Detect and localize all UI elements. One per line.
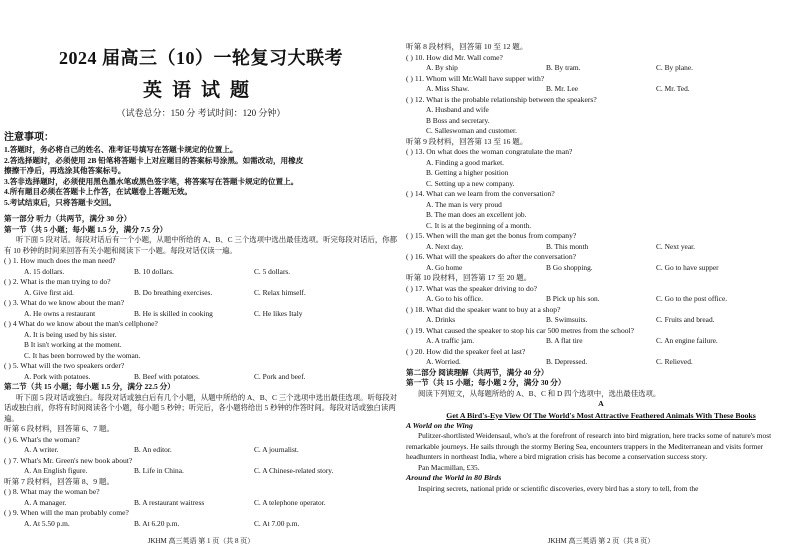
book-title: Around the World in 80 Birds <box>406 473 502 482</box>
exam-title: 2024 届高三（10）一轮复习大联考 <box>59 48 343 68</box>
option-a: A. Pork with potatoes. <box>24 371 91 381</box>
option-c: C. Relax himself. <box>254 287 306 297</box>
question-2-options <box>0 288 402 299</box>
option-a: A. A manager. <box>24 497 67 507</box>
option-a: A. Go home <box>426 262 463 272</box>
question-6-options <box>0 445 402 456</box>
option-b: B. By tram. <box>546 63 581 72</box>
question-15-options <box>402 242 800 253</box>
question-14: ( ) 14. What can we learn from the conversation? <box>406 189 555 198</box>
question-3-options <box>0 309 402 320</box>
material-8-instruction: 听第 8 段材料，回答第 10 至 12 题。 <box>406 42 528 51</box>
question-10-options <box>402 63 800 74</box>
notes-heading: 注意事项： <box>4 132 54 143</box>
option-b: B. A flat tire <box>546 336 583 345</box>
question-11: ( ) 11. Whom will Mr.Wall have supper with? <box>406 73 545 83</box>
material-6-instruction: 听第 6 段材料，回答第 6、7 题。 <box>4 424 115 433</box>
option-b: B. A restaurant waitress <box>134 497 205 507</box>
part1-heading: 第一部分 听力（共两节，满分 30 分） <box>4 214 132 223</box>
option-c: C. 5 dollars. <box>254 266 291 276</box>
option-c: C. Go to the post office. <box>656 294 728 303</box>
option-b: B. Do breathing exercises. <box>134 287 213 297</box>
option-c: C. By plane. <box>656 63 693 72</box>
option-c: C. A journalist. <box>254 445 299 454</box>
option-c: C. He likes Italy <box>254 308 303 318</box>
option-c: C. Go to have supper <box>656 262 719 272</box>
book-description: Pulitzer-shortlisted Weidensaul, who's at the forefront of research into bird migration, here tracks some of nature's most remarkable journeys. He sails through the stormy Bering Sea, encounters trappers in the Mediterranean and visits former headhunters in northeast India, where a bird migration crisis has become a conservation success story. <box>406 431 772 461</box>
option-c: C. Next year. <box>656 241 695 251</box>
question-15: ( ) 15. When will the man get the bonus from company? <box>406 231 577 240</box>
option-a: A. Husband and wife <box>426 105 489 114</box>
option-a: A. Give first aid. <box>24 287 74 297</box>
question-16-options <box>402 263 800 274</box>
option-b: B It isn't working at the moment. <box>24 340 122 349</box>
question-18: ( ) 18. What did the speaker want to buy at a shop? <box>406 304 561 314</box>
option-b: B. An editor. <box>134 445 172 454</box>
option-c: C. A telephone operator. <box>254 497 326 507</box>
option-a: A. At 5.50 p.m. <box>24 518 70 528</box>
material-9-instruction: 听第 9 段材料，回答第 13 至 16 题。 <box>406 136 528 146</box>
part2-heading: 第二部分 阅读理解（共两节，满分 40 分） <box>406 367 549 377</box>
section1-instructions: 听下面 5 段对话。每段对话后有一个小题，从题中所给的 A、B、C 三个选项中选出最佳选项。听完每段对话后，你都有 10 秒钟的时间来回答有关小题和阅读下一小题。每段对话仅读一遍。 <box>4 235 398 255</box>
option-a: A. The man is very proud <box>426 199 502 209</box>
option-b: B. This month <box>546 241 589 251</box>
option-a: A. He owns a restaurant <box>24 308 96 318</box>
option-b: B. The man does an excellent job. <box>426 210 527 219</box>
option-c: C. Relieved. <box>656 357 693 366</box>
option-a: A. An English figure. <box>24 466 88 475</box>
section1-heading: 第一节（共 5 小题；每小题 1.5 分，满分 7.5 分） <box>4 224 168 234</box>
question-18-options <box>402 315 800 326</box>
option-c: C. It is at the beginning of a month. <box>426 220 532 230</box>
material-10-instruction: 听第 10 段材料，回答第 17 至 20 题。 <box>406 273 532 282</box>
option-a: A. A writer. <box>24 445 59 454</box>
option-a: A. Worried. <box>426 357 461 366</box>
book-description: Inspiring secrets, national pride or scientific discoveries, every bird has a story to tell, from the <box>418 483 699 493</box>
option-a: A. By ship <box>426 63 458 72</box>
page-footer-left: JKHM 高三英语 第 1 页（共 8 页） <box>147 537 255 545</box>
question-10: ( ) 10. How did Mr. Wall come? <box>406 52 503 62</box>
exam-subtitle: 英语试题 <box>142 80 259 101</box>
book-publisher: Pan Macmillan, £35. <box>418 462 480 472</box>
material-7-instruction: 听第 7 段材料，回答第 8、9 题。 <box>4 476 115 486</box>
note-item: 5.考试结束后，只将答题卡交回。 <box>4 197 117 207</box>
question-17-options <box>402 294 800 305</box>
option-a: A. Drinks <box>426 315 456 324</box>
option-b: B. He is skilled in cooking <box>134 308 213 318</box>
article-title-text: Get A Bird's-Eye View Of The World's Most Attractive Feathered Animals With These Books <box>446 410 756 420</box>
section2-heading: 第二节（共 15 小题；每小题 1.5 分，满分 22.5 分） <box>4 382 175 391</box>
question-16: ( ) 16. What will the speakers do after the conversation? <box>406 252 577 261</box>
question-5-options <box>0 372 402 383</box>
passage-label: A <box>598 399 604 408</box>
question-17: ( ) 17. What was the speaker driving to do? <box>406 283 538 293</box>
question-11-options <box>402 84 800 95</box>
reading-instructions: 阅读下列短文，从每题所给的 A、B、C 和 D 四个选项中，选出最佳选项。 <box>418 388 661 398</box>
right-page <box>402 0 800 552</box>
option-a: A. Next day. <box>426 241 464 251</box>
question-20: ( ) 20. How did the speaker feel at last? <box>406 346 526 356</box>
option-b: B Pick up his son. <box>546 294 600 303</box>
option-b: B Go shopping. <box>546 262 593 272</box>
note-item: 3.答非选择题时，必须使用黑色墨水笔或黑色签字笔，将答案写在答题卡规定的位置上。 <box>4 176 299 186</box>
option-a: A. Miss Shaw. <box>426 84 470 93</box>
question-4: ( ) 4 What do we know about the man's cellphone? <box>4 319 158 328</box>
article-title <box>402 410 800 421</box>
option-c: C. A Chinese-related story. <box>254 466 334 475</box>
option-b: B. Life in China. <box>134 466 184 475</box>
option-b: B. Depressed. <box>546 357 588 366</box>
reading-section1-heading: 第一节（共 15 小题；每小题 2 分，满分 30 分） <box>406 378 566 387</box>
question-9: ( ) 9. When will the man probably come? <box>4 508 129 517</box>
option-a: A. 15 dollars. <box>24 266 65 276</box>
option-c: C. Salleswoman and customer. <box>426 126 517 135</box>
option-c: C. Fruits and bread. <box>656 315 715 324</box>
note-item: 擦擦干净后，再选涂其他答案标号。 <box>4 166 126 175</box>
option-b: B. 10 dollars. <box>134 266 174 276</box>
page-footer-right: JKHM 高三英语 第 2 页（共 8 页） <box>547 537 655 545</box>
option-c: C. At 7.00 p.m. <box>254 518 300 528</box>
option-b: B. At 6.20 p.m. <box>134 518 180 528</box>
question-20-options <box>402 357 800 368</box>
option-a: A. A traffic jam. <box>426 336 475 345</box>
option-a: A. Finding a good market. <box>426 157 505 167</box>
question-8-options <box>0 498 402 509</box>
option-c: C. It has been borrowed by the woman. <box>24 350 141 360</box>
question-2: ( ) 2. What is the man trying to do? <box>4 277 111 286</box>
section2-instructions: 听下面 5 段对话或独白。每段对话或独白后有几个小题，从题中所给的 A、B、C 三个选项中选出最佳选项。听每段对话或独白前，你将有时间阅读各个小题，每小题 5 秒钟；听完后，各小题将给出 5 秒钟的作答时间。每段对话或独白读两遍。 <box>4 392 398 423</box>
question-1: ( ) 1. How much does the man need? <box>4 256 116 265</box>
question-9-options <box>0 519 402 530</box>
option-c: C. Mr. Ted. <box>656 84 690 93</box>
question-8: ( ) 8. What may the woman be? <box>4 487 100 496</box>
option-b: B. Swimsuits. <box>546 315 588 324</box>
option-a: A. It is being used by his sister. <box>24 329 117 339</box>
option-b: B. Mr. Lee <box>546 84 579 93</box>
note-item: 1.答题时，务必将自己的姓名、准考证号填写在答题卡规定的位置上。 <box>4 145 238 154</box>
option-a: A. Go to his office. <box>426 294 483 303</box>
question-5: ( ) 5. What will the two speakers order? <box>4 361 125 370</box>
question-6: ( ) 6. What's the woman? <box>4 434 80 444</box>
question-19-options <box>402 336 800 347</box>
question-19: ( ) 19. What caused the speaker to stop his car 500 metres from the school? <box>406 325 635 335</box>
note-item: 4.所有题目必须在答题卡上作答，在试题卷上答题无效。 <box>4 187 192 196</box>
question-12: ( ) 12. What is the probable relationship between the speakers? <box>406 94 597 104</box>
option-c: C. Setting up a new company. <box>426 178 515 188</box>
question-7: ( ) 7. What's Mr. Green's new book about? <box>4 455 133 465</box>
question-1-options <box>0 267 402 278</box>
question-3: ( ) 3. What do we know about the man? <box>4 298 125 307</box>
book-title: A World on the Wing <box>406 420 473 430</box>
note-item: 2.答选择题时，必须使用 2B 铅笔将答题卡上对应题目的答案标号涂黑。如需改动，用橡皮 <box>4 155 304 165</box>
question-7-options <box>0 466 402 477</box>
option-c: C. Pork and beef. <box>254 371 306 381</box>
exam-info: （试卷总分：150 分 考试时间：120 分钟） <box>116 108 286 118</box>
option-b: B. Getting a higher position <box>426 168 509 177</box>
option-c: C. An engine failure. <box>656 336 718 345</box>
option-b: B Boss and secretary. <box>426 115 490 125</box>
option-b: B. Beef with potatoes. <box>134 371 200 381</box>
question-13: ( ) 13. On what does the woman congratulate the man? <box>406 147 573 156</box>
